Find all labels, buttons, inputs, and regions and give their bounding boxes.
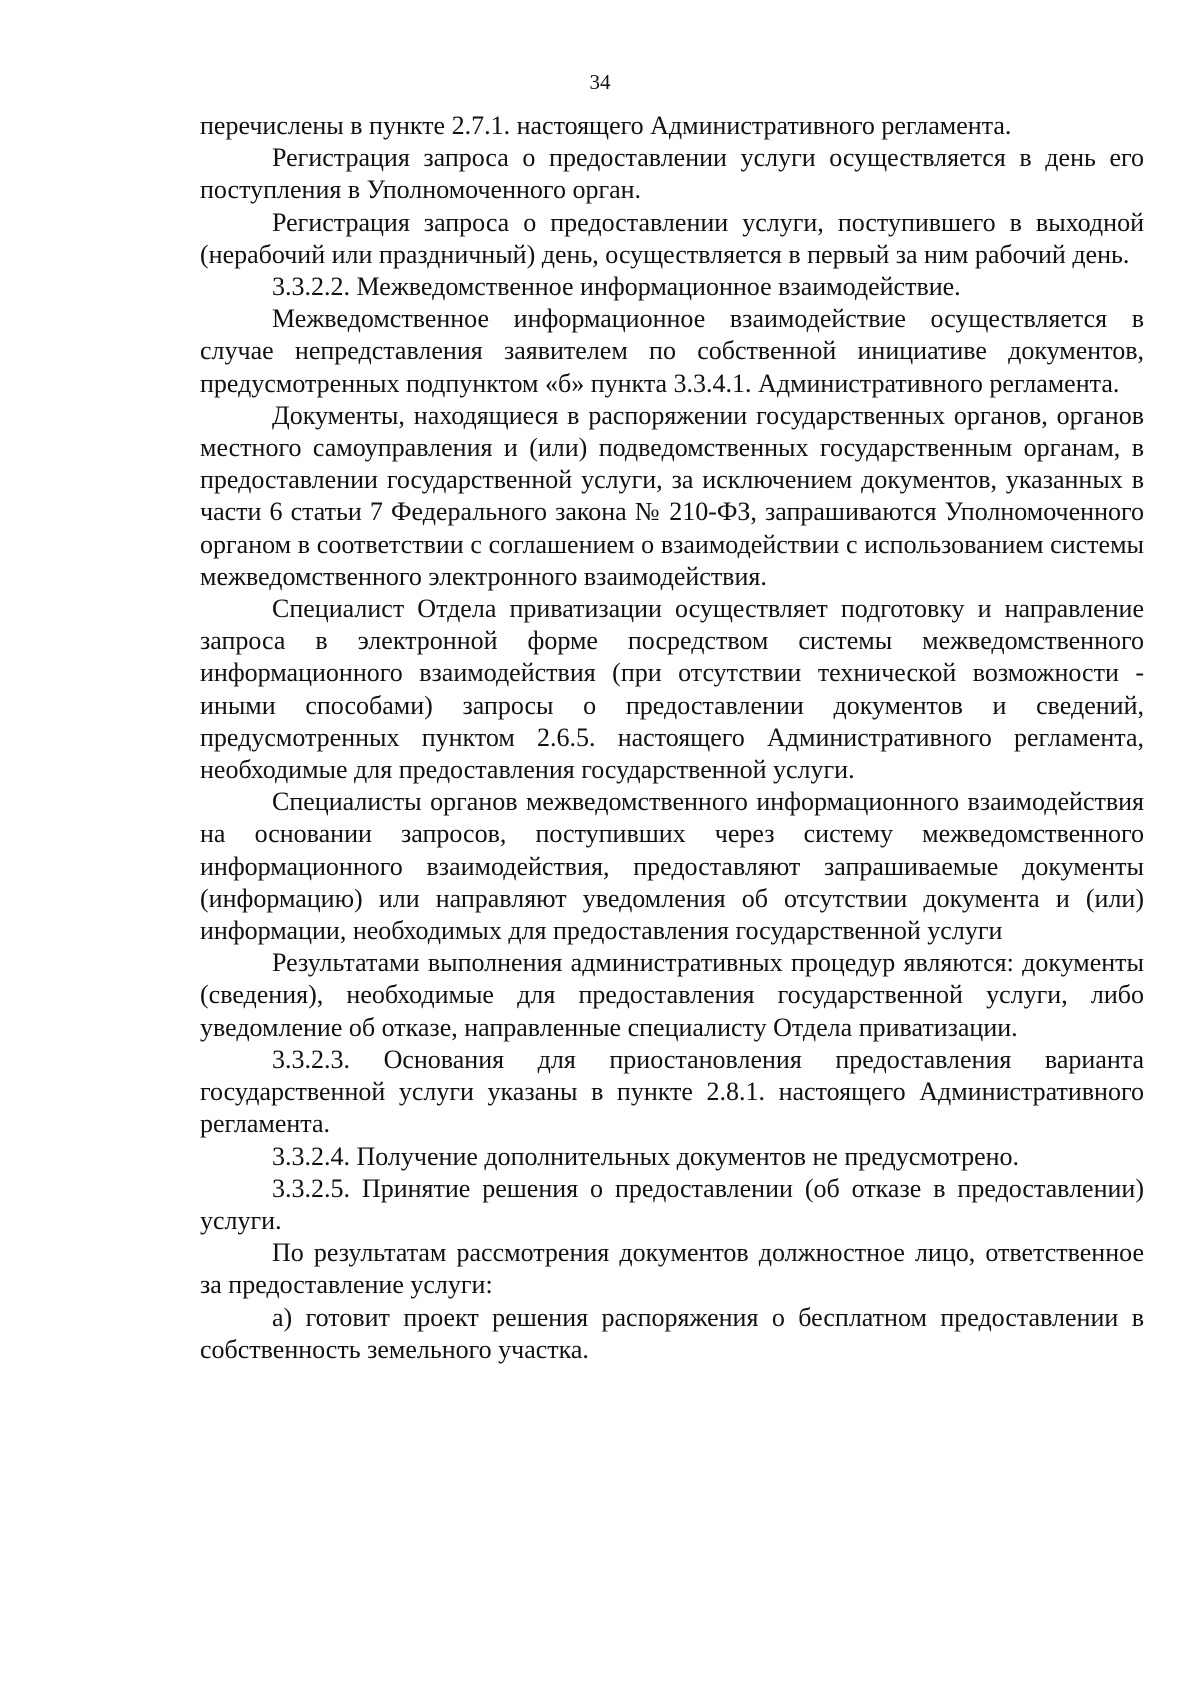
list-item-a: а) готовит проект решения распоряжения о бесплатном предоставлении в собственность земельного участка.	[200, 1302, 1144, 1364]
paragraph: Межведомственное информационное взаимодействие осуществляется в случае непредставления заявителем по собственной инициативе документов, предусмотренных подпунктом «б» пункта 3.3.4.1. Административного регламента.	[200, 304, 1144, 398]
paragraph: Специалисты органов межведомственного информационного взаимодействия на основании запросов, поступивших через систему межведомственного информационного взаимодействия, предоставляют запрашиваемые документы (информацию) или направляют уведомления об отсутствии документа и (или) информации, необходимых для предоставления государственной услуги	[200, 787, 1144, 946]
page-number: 34	[589, 70, 611, 94]
paragraph: Результатами выполнения административных процедур являются: документы (сведения), необходимые для предоставления государственной услуги, либо уведомление об отказе, направленные специалисту Отдела приватизации.	[200, 948, 1144, 1042]
section-heading-3-3-2-2: 3.3.2.2. Межведомственное информационное взаимодействие.	[272, 272, 961, 302]
paragraph: Документы, находящиеся в распоряжении государственных органов, органов местного самоуправления и (или) подведомственных государственным органам, в предоставлении государственной услуги, за исключением документов, указанных в части 6 статьи 7 Федерального закона № 210-ФЗ, запрашиваются Уполномоченного органом в соответствии с соглашением о взаимодействии с использованием системы межведомственного электронного взаимодействия.	[200, 400, 1144, 591]
paragraph: По результатам рассмотрения документов должностное лицо, ответственное за предоставление услуги:	[200, 1238, 1144, 1300]
paragraph-continuation: перечислены в пункте 2.7.1. настоящего Административного регламента.	[200, 111, 1012, 140]
section-3-3-2-5: 3.3.2.5. Принятие решения о предоставлении (об отказе в предоставлении) услуги.	[200, 1173, 1144, 1235]
section-3-3-2-4: 3.3.2.4. Получение дополнительных документов не предусмотрено.	[272, 1141, 1020, 1171]
paragraph: Регистрация запроса о предоставлении услуги осуществляется в день его поступления в Уполномоченного орган.	[200, 143, 1144, 205]
paragraph: Регистрация запроса о предоставлении услуги, поступившего в выходной (нерабочий или праздничный) день, осуществляется в первый за ним рабочий день.	[200, 207, 1144, 269]
paragraph: Специалист Отдела приватизации осуществляет подготовку и направление запроса в электронной форме посредством системы межведомственного информационного взаимодействия (при отсутствии технической возможности - иными способами) запросы о предоставлении документов и сведений, предусмотренных пунктом 2.6.5. настоящего Административного регламента, необходимые для предоставления государственной услуги.	[200, 594, 1144, 785]
section-3-3-2-3: 3.3.2.3. Основания для приостановления предоставления варианта государственной услуги указаны в пункте 2.8.1. настоящего Административного регламента.	[200, 1044, 1144, 1139]
document-body	[200, 110, 1144, 1366]
